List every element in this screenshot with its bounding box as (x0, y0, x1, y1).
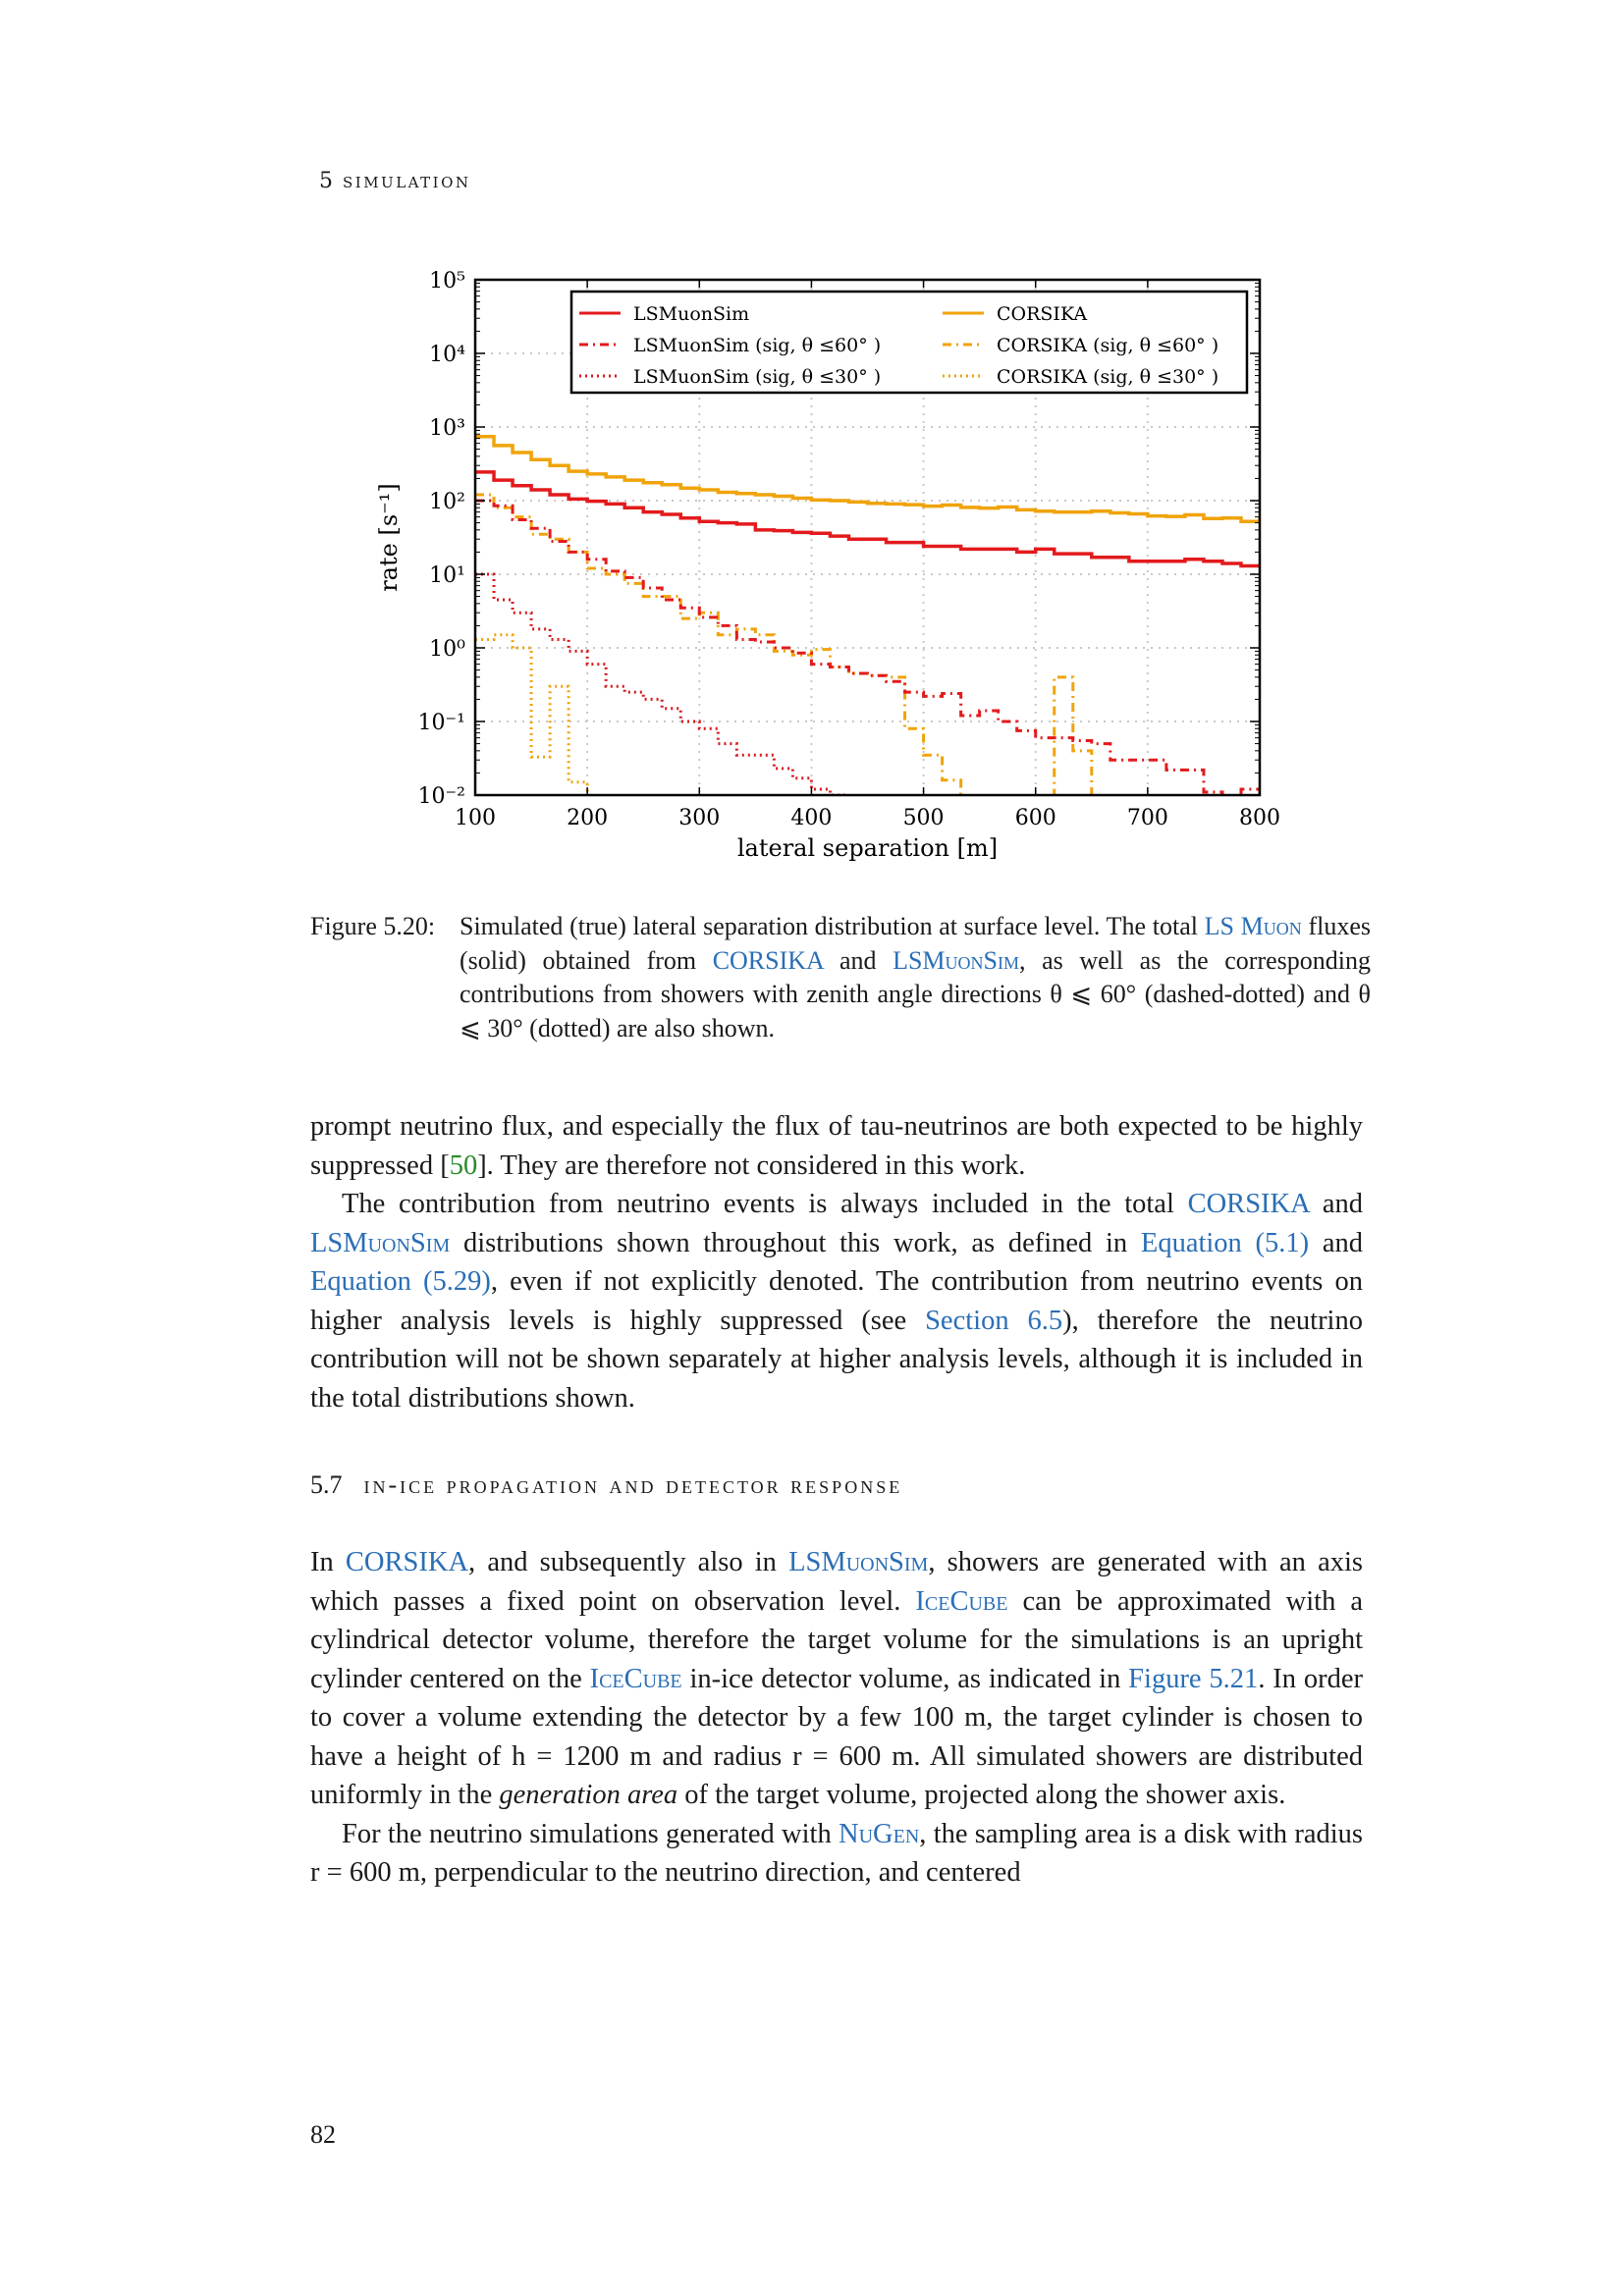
text: In (310, 1547, 346, 1577)
y-tick-label: 10⁴ (429, 343, 465, 367)
x-tick-label: 300 (678, 806, 721, 830)
link-icecube[interactable]: IceCube (589, 1663, 682, 1694)
link-lsmuonsim[interactable]: LSMuonSim (788, 1547, 929, 1577)
legend-label: LSMuonSim (sig, θ ≤60° ) (633, 335, 882, 356)
text: , and subsequently also in (468, 1547, 789, 1577)
link-corsika[interactable]: CORSIKA (712, 945, 824, 975)
text: prompt neutrino flux, and especially the flux of tau-neutrinos are both expected to be highly suppressed [ (310, 1111, 1363, 1181)
section-heading (310, 1470, 902, 1500)
link-section-6-5[interactable]: Section 6.5 (925, 1305, 1063, 1336)
y-tick-label: 10⁻¹ (417, 711, 465, 735)
link-icecube[interactable]: IceCube (915, 1585, 1008, 1617)
text: in-ice detector volume, as indicated in (681, 1663, 1129, 1694)
text: For the neutrino simulations generated with (342, 1818, 839, 1849)
x-tick-label: 800 (1239, 806, 1280, 830)
caption-text-part: and (823, 945, 893, 975)
text: and (1309, 1227, 1363, 1258)
x-tick-label: 600 (1014, 806, 1056, 830)
legend (571, 292, 1247, 393)
caption-text-part: fluxes (solid) obtained from (460, 912, 1371, 975)
legend-label: LSMuonSim (sig, θ ≤30° ) (633, 366, 882, 388)
link-corsika[interactable]: CORSIKA (1187, 1189, 1310, 1219)
link-lsmuonsim[interactable]: LSMuonSim (310, 1227, 451, 1258)
caption-text (460, 910, 1371, 1045)
paragraph (310, 1185, 1363, 1417)
link-equation-5-1[interactable]: Equation (5.1) (1140, 1227, 1310, 1258)
y-tick-label: 10³ (429, 416, 465, 441)
emphasis: generation area (499, 1780, 678, 1810)
text: , even if not explicitly denoted. The contribution from neutrino events on higher analysis levels is highly suppressed (see (310, 1266, 1363, 1336)
y-tick-label: 10⁻² (417, 784, 465, 809)
link-lsmuonsim[interactable]: LSMuonSim (893, 945, 1020, 975)
link-corsika[interactable]: CORSIKA (345, 1547, 469, 1577)
paragraph (310, 1815, 1363, 1893)
series-line-2 (475, 501, 1278, 834)
running-head (319, 169, 471, 193)
legend-label: LSMuonSim (633, 303, 750, 325)
body-paragraphs-bottom (310, 1543, 1363, 1893)
x-tick-label: 400 (790, 806, 833, 830)
text: ]. They are therefore not considered in this work. (477, 1149, 1026, 1181)
chapter-title: simulation (343, 169, 471, 193)
legend-label: CORSIKA (997, 303, 1088, 325)
link-figure-5-21[interactable]: Figure 5.21 (1128, 1663, 1259, 1694)
link-nugen[interactable]: NuGen (839, 1818, 920, 1849)
figure-caption (310, 910, 1371, 1045)
citation-link[interactable]: 50 (449, 1149, 478, 1181)
text: . In order to cover a volume extending the detector by a few 100 m, the target cylinder is chosen to have a height of h = 1200 m and radius r = 600 m. All simulated showers are distributed uniformly in the (310, 1663, 1363, 1810)
y-tick-label: 10⁰ (429, 637, 465, 662)
x-tick-label: 700 (1126, 806, 1168, 830)
y-tick-label: 10⁵ (429, 269, 465, 294)
x-tick-labels (455, 806, 1280, 830)
x-tick-label: 100 (455, 806, 496, 830)
text: ), therefore the neutrino contribution will not be shown separately at higher analysis levels, although it is included in the total distributions shown. (310, 1305, 1363, 1414)
series-line-3 (475, 495, 1278, 834)
y-axis-label: rate [s⁻¹] (375, 483, 403, 592)
caption-label: Figure 5.20: (310, 912, 436, 940)
legend-label: CORSIKA (sig, θ ≤60° ) (997, 335, 1219, 356)
caption-text-part: , as well as the corresponding contributions from showers with zenith angle directions θ ⩽ 60° (dashed-dotted) and θ ⩽ 30° (dotted) are also shown. (460, 945, 1371, 1042)
legend-label: CORSIKA (sig, θ ≤30° ) (997, 366, 1219, 388)
text: distributions shown throughout this work, as defined in (450, 1227, 1141, 1258)
chapter-number: 5 (319, 169, 333, 193)
x-tick-label: 200 (567, 806, 609, 830)
paragraph (310, 1543, 1363, 1815)
body-paragraphs-top (310, 1107, 1363, 1417)
caption-text-part: Simulated (true) lateral separation distribution at surface level. The total (460, 912, 1205, 940)
section-title: in-ice propagation and detector response (363, 1470, 903, 1499)
text: , the sampling area is a disk with radius r = 600 m, perpendicular to the neutrino direction, and centered (310, 1818, 1363, 1888)
y-tick-labels (418, 269, 466, 809)
series-line-0 (475, 472, 1278, 566)
text: The contribution from neutrino events is always included in the total (342, 1189, 1188, 1219)
link-equation-5-29[interactable]: Equation (5.29) (310, 1266, 491, 1297)
text: of the target volume, projected along the shower axis. (677, 1780, 1286, 1810)
y-tick-label: 10² (429, 490, 465, 514)
lateral-separation-chart (344, 250, 1306, 888)
paragraph (310, 1107, 1363, 1185)
x-tick-label: 500 (902, 806, 945, 830)
text: can be approximated with a cylindrical detector volume, therefore the target volume for the simulations is an upright cylinder centered on the (310, 1585, 1363, 1694)
page-number: 82 (310, 2120, 336, 2149)
y-tick-label: 10¹ (429, 563, 465, 588)
text: , showers are generated with an axis which passes a fixed point on observation level. (310, 1547, 1363, 1617)
section-number: 5.7 (310, 1470, 343, 1499)
x-axis-label: lateral separation [m] (736, 834, 999, 862)
series-layer (475, 437, 1278, 834)
series-line-5 (475, 635, 1278, 834)
link-ls-muon[interactable]: LS Muon (1204, 912, 1302, 940)
series-line-1 (475, 437, 1278, 525)
text: and (1309, 1189, 1364, 1219)
